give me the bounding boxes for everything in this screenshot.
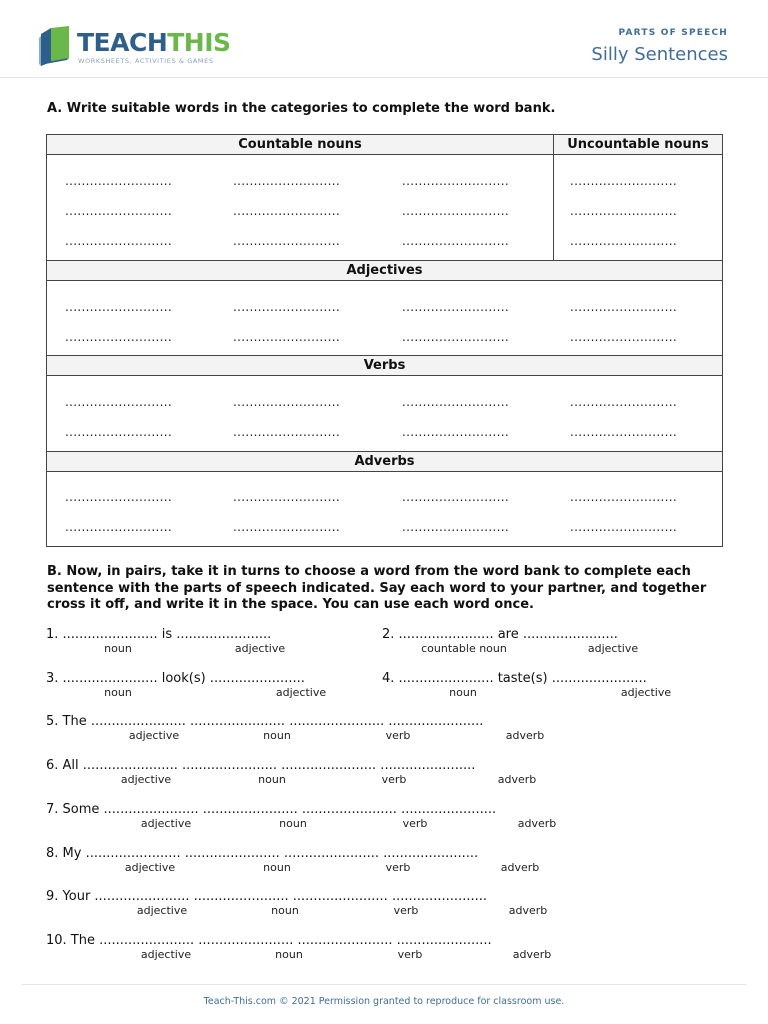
part-of-speech-label: adjective xyxy=(120,773,172,786)
part-of-speech-label: noun xyxy=(104,686,132,699)
word-blank-field[interactable]: .......................... xyxy=(570,204,677,218)
word-blank-field[interactable]: .......................... xyxy=(402,204,509,218)
sentence-5[interactable]: 5. The ....................... ....................... ....................... ....................... xyxy=(46,714,484,729)
word-blank-field[interactable]: .......................... xyxy=(65,204,172,218)
word-blank-field[interactable]: .......................... xyxy=(233,520,340,534)
word-blank-field[interactable]: .......................... xyxy=(570,234,677,248)
part-of-speech-label: adjective xyxy=(620,686,672,699)
part-of-speech-label: adverb xyxy=(517,817,557,830)
part-of-speech-label: adjective xyxy=(140,817,192,830)
uncountable-nouns-header: Uncountable nouns xyxy=(554,135,722,155)
adjectives-header: Adjectives xyxy=(47,261,722,281)
part-of-speech-label: adjective xyxy=(124,861,176,874)
part-of-speech-label: adjective xyxy=(140,948,192,961)
part-of-speech-label: adjective xyxy=(136,904,188,917)
part-of-speech-label: noun xyxy=(271,904,299,917)
word-blank-field[interactable]: .......................... xyxy=(65,520,172,534)
part-of-speech-label: verb xyxy=(393,904,419,917)
part-of-speech-label: adjective xyxy=(587,642,639,655)
part-of-speech-label: noun xyxy=(275,948,303,961)
word-blank-field[interactable]: .......................... xyxy=(570,174,677,188)
word-blank-field[interactable]: .......................... xyxy=(402,520,509,534)
word-blank-field[interactable]: .......................... xyxy=(570,300,677,314)
part-of-speech-label: verb xyxy=(381,773,407,786)
part-of-speech-label: adverb xyxy=(508,904,548,917)
part-of-speech-label: adjective xyxy=(128,729,180,742)
part-of-speech-label: adverb xyxy=(500,861,540,874)
word-blank-field[interactable]: .......................... xyxy=(233,234,340,248)
sentence-4[interactable]: 4. ....................... taste(s) ....................... xyxy=(382,671,647,686)
part-of-speech-label: noun xyxy=(263,861,291,874)
sentence-2[interactable]: 2. ....................... are ....................... xyxy=(382,627,618,642)
sentence-8[interactable]: 8. My ....................... ....................... ....................... ....................... xyxy=(46,846,479,861)
word-blank-field[interactable]: .......................... xyxy=(402,490,509,504)
word-blank-field[interactable]: .......................... xyxy=(570,490,677,504)
word-blank-field[interactable]: .......................... xyxy=(402,174,509,188)
teach-this-logo xyxy=(37,24,231,70)
adverbs-header: Adverbs xyxy=(47,452,722,472)
logo-tagline: WORKSHEETS, ACTIVITIES & GAMES xyxy=(78,57,214,65)
word-blank-field[interactable]: .......................... xyxy=(65,330,172,344)
sentence-3[interactable]: 3. ....................... look(s) ....................... xyxy=(46,671,305,686)
section-a-instruction: A. Write suitable words in the categories to complete the word bank. xyxy=(47,101,556,116)
footer-divider xyxy=(22,984,746,985)
part-of-speech-label: adjective xyxy=(234,642,286,655)
part-of-speech-label: countable noun xyxy=(421,642,507,655)
sentence-1[interactable]: 1. ....................... is ....................... xyxy=(46,627,272,642)
logo-wordmark: TEACHTHIS xyxy=(77,28,231,57)
sentence-7[interactable]: 7. Some ....................... ....................... ....................... ....................... xyxy=(46,802,497,817)
part-of-speech-label: adjective xyxy=(275,686,327,699)
word-bank-table xyxy=(46,134,723,547)
book-logo-icon xyxy=(37,24,75,68)
word-blank-field[interactable]: .......................... xyxy=(570,395,677,409)
word-blank-field[interactable]: .......................... xyxy=(402,300,509,314)
part-of-speech-label: noun xyxy=(279,817,307,830)
word-blank-field[interactable]: .......................... xyxy=(402,395,509,409)
part-of-speech-label: noun xyxy=(104,642,132,655)
part-of-speech-label: verb xyxy=(402,817,428,830)
word-blank-field[interactable]: .......................... xyxy=(65,395,172,409)
page-header xyxy=(0,0,768,78)
part-of-speech-label: adverb xyxy=(497,773,537,786)
word-blank-field[interactable]: .......................... xyxy=(65,300,172,314)
part-of-speech-label: verb xyxy=(385,861,411,874)
verbs-header: Verbs xyxy=(47,356,722,376)
word-blank-field[interactable]: .......................... xyxy=(233,204,340,218)
word-blank-field[interactable]: .......................... xyxy=(65,174,172,188)
section-b-instruction: B. Now, in pairs, take it in turns to choose a word from the word bank to complete each sentence with the parts of speech indicated. Say each word to your partner, and together cross it off, and write it in the space. You can use each word once. xyxy=(47,564,707,612)
countable-nouns-header: Countable nouns xyxy=(47,135,553,155)
word-blank-field[interactable]: .......................... xyxy=(570,330,677,344)
word-blank-field[interactable]: .......................... xyxy=(65,490,172,504)
word-blank-field[interactable]: .......................... xyxy=(233,330,340,344)
part-of-speech-label: verb xyxy=(397,948,423,961)
copyright-footer: Teach-This.com © 2021 Permission granted to reproduce for classroom use. xyxy=(203,996,565,1007)
word-blank-field[interactable]: .......................... xyxy=(233,490,340,504)
part-of-speech-label: noun xyxy=(258,773,286,786)
part-of-speech-label: adverb xyxy=(512,948,552,961)
worksheet-category: PARTS OF SPEECH xyxy=(618,28,728,38)
part-of-speech-label: verb xyxy=(385,729,411,742)
word-blank-field[interactable]: .......................... xyxy=(233,174,340,188)
word-blank-field[interactable]: .......................... xyxy=(570,425,677,439)
sentence-6[interactable]: 6. All ....................... ....................... ....................... ....................... xyxy=(46,758,476,773)
word-blank-field[interactable]: .......................... xyxy=(402,234,509,248)
part-of-speech-label: noun xyxy=(263,729,291,742)
word-blank-field[interactable]: .......................... xyxy=(570,520,677,534)
sentence-10[interactable]: 10. The ....................... ....................... ....................... ....................... xyxy=(46,933,492,948)
word-blank-field[interactable]: .......................... xyxy=(233,300,340,314)
word-blank-field[interactable]: .......................... xyxy=(402,425,509,439)
word-blank-field[interactable]: .......................... xyxy=(65,425,172,439)
column-divider xyxy=(553,135,554,260)
word-blank-field[interactable]: .......................... xyxy=(65,234,172,248)
sentence-9[interactable]: 9. Your ....................... ....................... ....................... ....................... xyxy=(46,889,487,904)
part-of-speech-label: noun xyxy=(449,686,477,699)
header-titles xyxy=(591,28,728,65)
word-blank-field[interactable]: .......................... xyxy=(402,330,509,344)
word-blank-field[interactable]: .......................... xyxy=(233,395,340,409)
part-of-speech-label: adverb xyxy=(505,729,545,742)
word-blank-field[interactable]: .......................... xyxy=(233,425,340,439)
worksheet-title: Silly Sentences xyxy=(591,44,728,65)
